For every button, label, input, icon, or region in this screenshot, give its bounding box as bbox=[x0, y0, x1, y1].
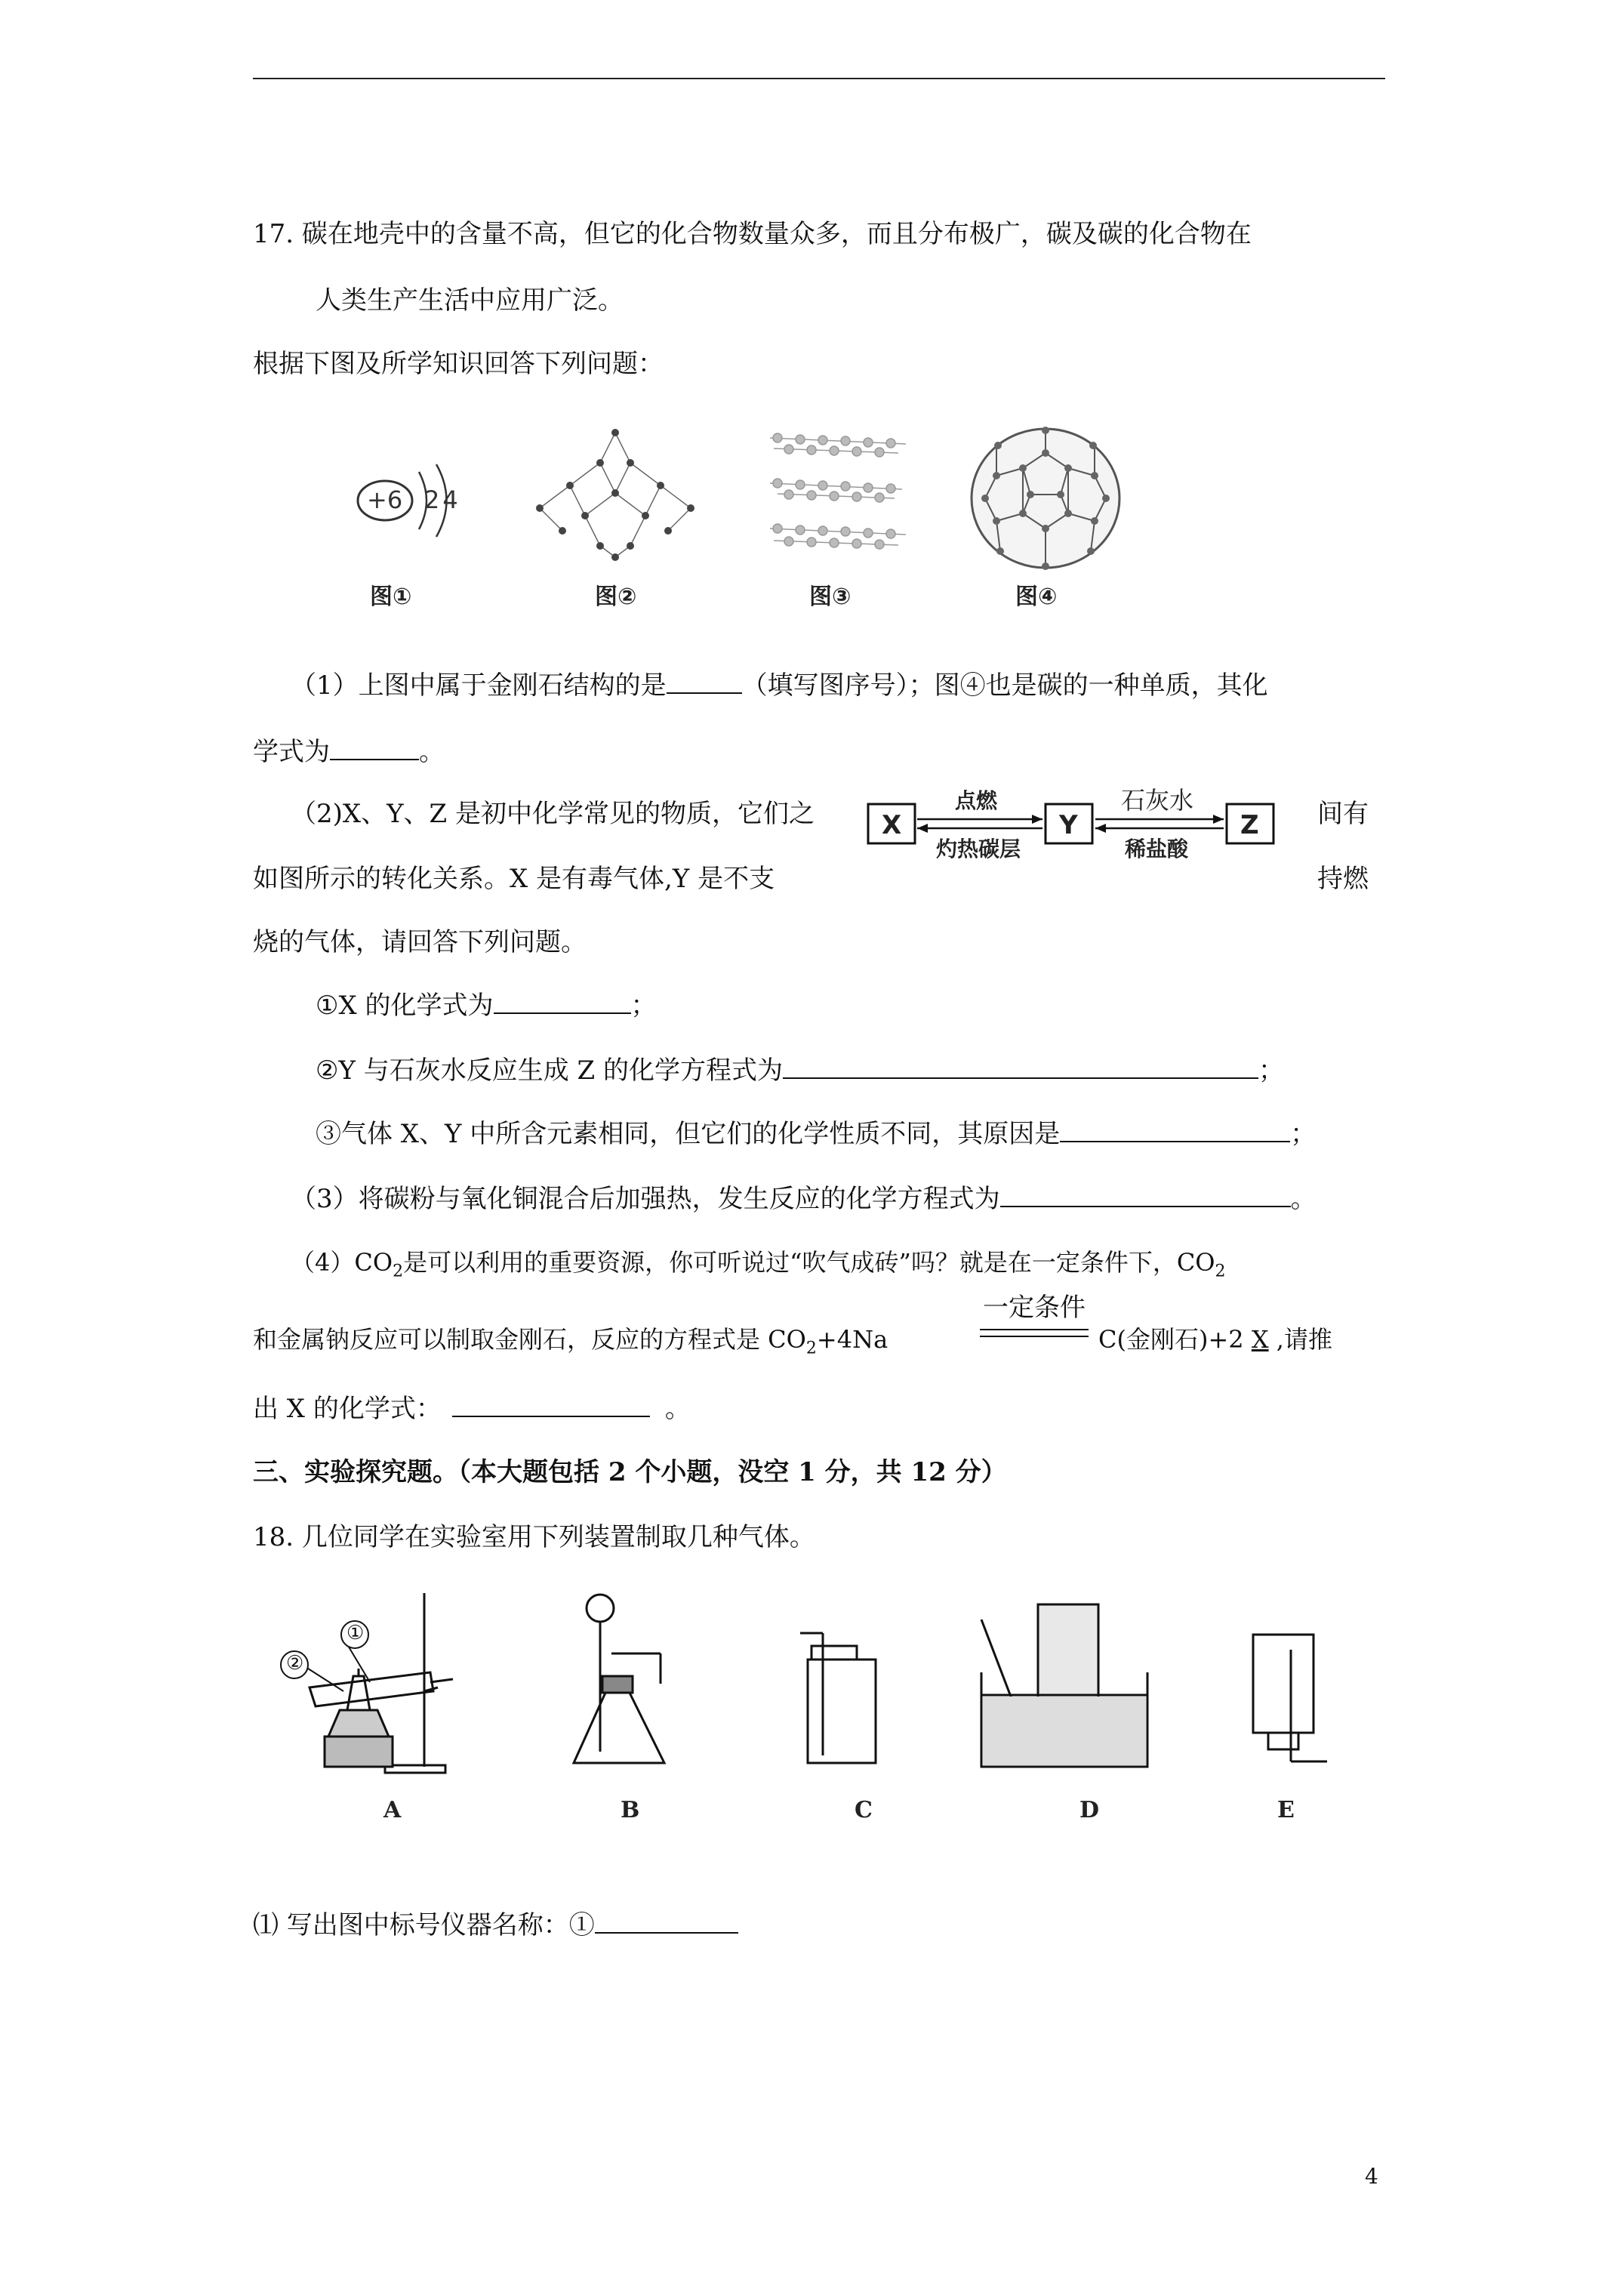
figure-caption-4: 图④ bbox=[1015, 584, 1058, 610]
xyz-conversion-diagram bbox=[864, 781, 1287, 864]
c60-structure-figure bbox=[966, 423, 1125, 574]
marker-2: ② bbox=[286, 1652, 304, 1675]
q17-part2-line3: 烧的气体，请回答下列问题。 bbox=[253, 927, 587, 957]
q17-part1-line2: 学式为 。 bbox=[253, 737, 445, 767]
q17-prompt: 根据下图及所学知识回答下列问题： bbox=[253, 349, 664, 379]
graphite-structure-figure bbox=[762, 423, 913, 566]
apparatus-label-d: D bbox=[1079, 1797, 1100, 1823]
q18-part1: ⑴ 写出图中标号仪器名称：① bbox=[253, 1909, 738, 1942]
q17-sub3: ③气体 X、Y 中所含元素相同，但它们的化学性质不同，其原因是 ； bbox=[316, 1119, 1317, 1149]
q17-part4-line1: $(4)CO_2$是可以利用的重要资源，你可听说过“吹气成砖”吗？就是在一定条件下，$CO_2$ bbox=[291, 1248, 1226, 1281]
diamond-structure-figure bbox=[525, 425, 706, 561]
reaction-equals-sign bbox=[980, 1329, 1089, 1337]
apparatus-d-water-trough bbox=[974, 1589, 1155, 1778]
q17-line1: 17. 碳在地壳中的含量不高，但它的化合物数量众多，而且分布极广，碳及碳的化合物在 bbox=[253, 219, 1252, 249]
apparatus-c-bottle bbox=[793, 1627, 891, 1771]
q18-line1: 18. 几位同学在实验室用下列装置制取几种气体。 bbox=[253, 1522, 815, 1552]
header-rule bbox=[253, 78, 1385, 79]
apparatus-b-flask bbox=[566, 1593, 679, 1774]
apparatus-label-e: E bbox=[1277, 1797, 1295, 1823]
figure-caption-3: 图③ bbox=[809, 584, 852, 610]
diagram-box-z: Z bbox=[1240, 810, 1259, 840]
apparatus-label-c: C bbox=[855, 1797, 873, 1823]
q17-part4-line3: 出 X 的化学式： 。 bbox=[253, 1394, 691, 1424]
diagram-xy-bottom-label: 灼热碳层 bbox=[936, 837, 1021, 861]
q17-part1-line1: （1）上图中属于金刚石结构的是 （填写图序号）；图④也是碳的一种单质，其化 bbox=[291, 670, 1268, 701]
q17-part4-line2: 和金属钠反应可以制取金刚石，反应的方程式是 $CO_2+4Na$ bbox=[253, 1325, 888, 1358]
unknown-x: X bbox=[1251, 1325, 1269, 1354]
answer-blank[interactable] bbox=[783, 1055, 1258, 1079]
q17-sub2: ②Y 与石灰水反应生成 Z 的化学方程式为 ； bbox=[316, 1056, 1284, 1086]
atom-shell-numbers: 24 bbox=[424, 485, 461, 514]
diagram-box-x: X bbox=[882, 810, 902, 840]
apparatus-label-b: B bbox=[621, 1797, 640, 1823]
q17-part2-line1: （2)X、Y、Z 是初中化学常见的物质，它们之 bbox=[291, 799, 815, 829]
figure-caption-2: 图② bbox=[595, 584, 637, 610]
apparatus-figures bbox=[272, 1586, 1359, 1835]
carbon-figures bbox=[272, 419, 1132, 623]
marker-1: ① bbox=[346, 1622, 365, 1644]
answer-blank[interactable] bbox=[667, 670, 742, 694]
atom-nucleus-label: +6 bbox=[367, 485, 403, 514]
diagram-box-y: Y bbox=[1059, 810, 1078, 840]
apparatus-label-a: A bbox=[383, 1797, 402, 1823]
diagram-yz-bottom-label: 稀盐酸 bbox=[1125, 837, 1189, 861]
q17-part2-line2-end: 持燃 bbox=[1317, 864, 1369, 894]
figure-caption-1: 图① bbox=[370, 584, 412, 610]
answer-blank[interactable] bbox=[595, 1909, 738, 1934]
reaction-condition: 一定条件 bbox=[983, 1293, 1086, 1323]
q17-sub1: ①X 的化学式为 ； bbox=[316, 991, 657, 1021]
apparatus-e-inverted-bottle bbox=[1246, 1627, 1336, 1771]
diagram-xy-top-label: 点燃 bbox=[955, 788, 998, 813]
answer-blank[interactable] bbox=[1000, 1183, 1291, 1207]
section3-heading: 三、实验探究题。（本大题包括 2 个小题，没空 1 分，共 12 分） bbox=[253, 1457, 1007, 1487]
apparatus-a-heating-setup bbox=[272, 1586, 491, 1782]
q17-part3: （3）将碳粉与氧化铜混合后加强热，发生反应的化学方程式为 。 bbox=[291, 1184, 1317, 1214]
q17-part2-line1-end: 间有 bbox=[1317, 799, 1369, 829]
q17-part2-line2: 如图所示的转化关系。X 是有毒气体,Y 是不支 bbox=[253, 864, 775, 894]
answer-blank[interactable] bbox=[494, 990, 631, 1014]
answer-blank[interactable] bbox=[330, 736, 419, 760]
diagram-yz-top-label: 石灰水 bbox=[1121, 786, 1194, 815]
q17-part4-line2-right: C(金刚石)+2 X ,请推 bbox=[1098, 1325, 1332, 1354]
page-number: 4 bbox=[1365, 2164, 1378, 2189]
answer-blank[interactable] bbox=[1060, 1118, 1290, 1142]
answer-blank[interactable] bbox=[452, 1393, 650, 1417]
q17-line2: 人类生产生活中应用广泛。 bbox=[316, 285, 624, 316]
